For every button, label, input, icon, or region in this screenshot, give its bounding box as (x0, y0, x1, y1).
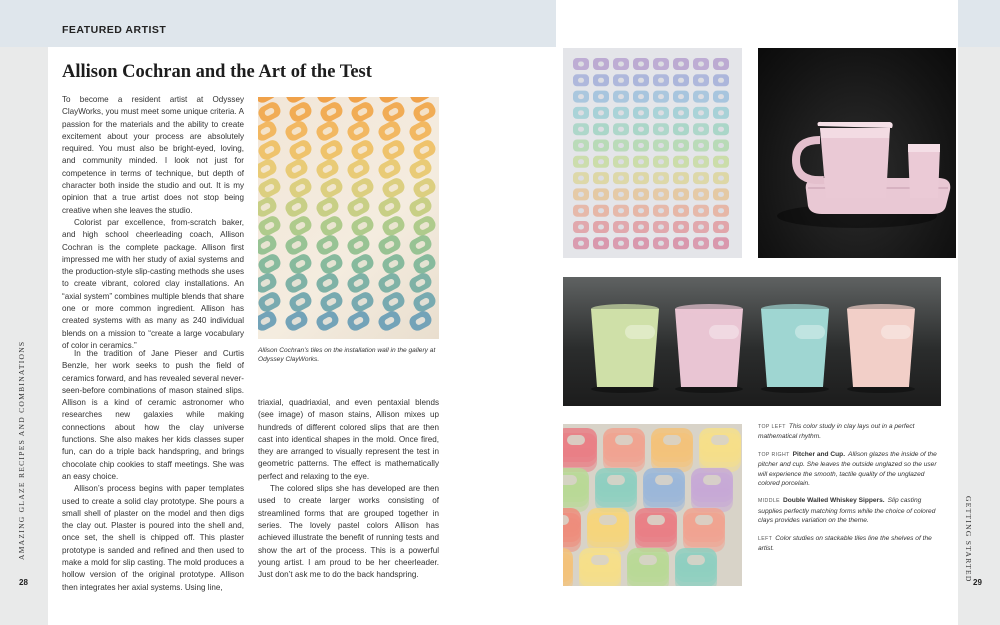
grid-tile-hole (578, 176, 584, 181)
grid-tile-hole (658, 159, 664, 164)
paragraph: To become a resident artist at Odyssey ClayWorks, you must meet some unique criteria. A passion for the materials and the ability to create excitement about your process are absolutely required. You must also be bright-eyed, loving, and community minded. I look not just for competence in terms of technique, but depth of character both inside the studio and out. It is my opinion that a true artist does not stop being creative when she leaves the studio. (62, 95, 244, 215)
tile (258, 138, 283, 162)
tile (318, 138, 345, 162)
tile (345, 233, 372, 257)
grid-tile-hole (638, 241, 644, 246)
tile (349, 176, 376, 200)
tile (258, 271, 279, 295)
caption-title: Double Walled Whiskey Sippers. (783, 497, 885, 505)
grid-tile-hole (618, 78, 624, 83)
grid-tile-hole (698, 127, 704, 132)
tile (376, 271, 403, 295)
color-study-grid-photo (563, 48, 742, 258)
grid-tile-hole (678, 225, 684, 230)
tile (380, 100, 407, 124)
body-column-1-top (62, 94, 244, 352)
sipper-cup (847, 304, 915, 393)
grid-tile-hole (718, 110, 724, 115)
tile (349, 290, 376, 314)
tile (380, 252, 407, 276)
tile (258, 233, 279, 257)
pitcher-and-cup-photo (758, 48, 956, 258)
grid-tile-hole (638, 225, 644, 230)
grid-tile-hole (618, 94, 624, 99)
grid-tile-hole (658, 241, 664, 246)
grid-tile-hole (578, 62, 584, 67)
grid-tile-hole (718, 192, 724, 197)
article-title: Allison Cochran and the Art of the Test (62, 62, 372, 82)
tile-stack (579, 548, 621, 586)
caption-left (758, 534, 944, 554)
grid-tile-hole (598, 94, 604, 99)
grid-tile-hole (678, 78, 684, 83)
tile (287, 290, 314, 314)
tile (287, 138, 314, 162)
grid-tile-hole (718, 176, 724, 181)
tile (318, 176, 345, 200)
grid-tile-hole (598, 225, 604, 230)
tile (258, 309, 279, 333)
right-page-top (556, 0, 958, 47)
grid-tile-hole (698, 176, 704, 181)
tile (283, 309, 310, 333)
grid-tile-hole (718, 127, 724, 132)
photo-captions (758, 422, 944, 561)
tile (349, 100, 376, 124)
grid-tile-hole (638, 62, 644, 67)
tile (349, 252, 376, 276)
grid-tile-hole (698, 143, 704, 148)
grid-tile-hole (578, 225, 584, 230)
tile (380, 176, 407, 200)
page-number-left: 28 (19, 578, 28, 587)
tile-stack (683, 508, 725, 552)
grid-tile-hole (638, 176, 644, 181)
grid-tile-hole (678, 208, 684, 213)
tile (287, 214, 314, 238)
tile (258, 100, 283, 124)
tile (407, 157, 434, 181)
grid-tile-hole (578, 110, 584, 115)
tile (258, 176, 283, 200)
tile (314, 119, 341, 143)
grid-tile-hole (658, 110, 664, 115)
grid-tile-hole (578, 192, 584, 197)
tiles-installation-photo (258, 97, 439, 339)
caption-middle (758, 496, 944, 525)
grid-tile-hole (638, 208, 644, 213)
tile (314, 233, 341, 257)
tile (345, 195, 372, 219)
left-running-title: AMAZING GLAZE RECIPES AND COMBINATIONS (17, 340, 26, 560)
tile (380, 214, 407, 238)
tile (380, 290, 407, 314)
grid-tile-hole (638, 159, 644, 164)
tile (314, 195, 341, 219)
grid-tile-hole (618, 143, 624, 148)
tile-stack (563, 508, 581, 552)
body-column-2 (258, 397, 439, 581)
grid-tile-hole (598, 208, 604, 213)
tile (349, 214, 376, 238)
grid-tile-hole (698, 225, 704, 230)
grid-tile-hole (638, 143, 644, 148)
grid-tile-hole (698, 94, 704, 99)
tile-stack (651, 428, 693, 472)
tile (258, 119, 279, 143)
caption-position: TOP RIGHT (758, 451, 790, 458)
tile (258, 252, 283, 276)
sipper-cup (675, 304, 743, 393)
grid-tile-hole (718, 159, 724, 164)
grid-tile-hole (678, 159, 684, 164)
grid-tile-hole (698, 78, 704, 83)
grid-tile-hole (658, 143, 664, 148)
grid-tile-hole (578, 143, 584, 148)
grid-tile-hole (578, 127, 584, 132)
grid-tile-hole (618, 176, 624, 181)
grid-tile-hole (698, 159, 704, 164)
grid-tile-hole (698, 208, 704, 213)
grid-tile-hole (578, 94, 584, 99)
tile (407, 233, 434, 257)
grid-tile-hole (658, 208, 664, 213)
section-label: FEATURED ARTIST (62, 24, 167, 36)
tile (376, 157, 403, 181)
grid-tile-hole (718, 241, 724, 246)
grid-tile-hole (618, 225, 624, 230)
tile-stack (643, 468, 685, 512)
tile-stack (587, 508, 629, 552)
grid-tile-hole (638, 192, 644, 197)
grid-tile-hole (678, 94, 684, 99)
tile (314, 309, 341, 333)
stacked-tiles-photo (563, 424, 742, 586)
grid-tile-hole (658, 127, 664, 132)
page-number-right: 29 (973, 578, 982, 587)
grid-tile-hole (678, 62, 684, 67)
grid-tile-hole (618, 62, 624, 67)
grid-tile-hole (718, 208, 724, 213)
grid-tile-hole (698, 62, 704, 67)
grid-tile-hole (658, 94, 664, 99)
tile-stack (603, 428, 645, 472)
tile (258, 290, 283, 314)
tile (283, 233, 310, 257)
tile (345, 309, 372, 333)
grid-tile-hole (658, 176, 664, 181)
tile (318, 100, 345, 124)
caption-title: Pitcher and Cup. (792, 450, 846, 458)
paragraph: triaxial, quadriaxial, and even pentaxial blends (see image) of mason stains, Allison mixes up hundreds of different colored slips that are then cast into identical shapes in the mold. Once fired, they are arranged to visually represent the test in geometric patterns. The effect is mathematically perfect and relaxing to the eye. (258, 398, 439, 481)
grid-tile-hole (658, 225, 664, 230)
caption-text: Color studies on stackable tiles line the shelves of the artist. (758, 534, 932, 553)
grid-tile-hole (638, 110, 644, 115)
tile (411, 252, 438, 276)
grid-tile-hole (598, 110, 604, 115)
tile (283, 271, 310, 295)
tile (283, 195, 310, 219)
grid-tile-hole (678, 192, 684, 197)
tile (283, 119, 310, 143)
grid-tile-hole (638, 127, 644, 132)
grid-tile-hole (618, 110, 624, 115)
tile-stack (563, 428, 597, 472)
tile (407, 271, 434, 295)
tile-stack (563, 548, 573, 586)
grid-tile-hole (658, 62, 664, 67)
grid-tile-hole (698, 110, 704, 115)
tile (345, 119, 372, 143)
tile (314, 157, 341, 181)
grid-tile-hole (598, 159, 604, 164)
grid-tile-hole (718, 225, 724, 230)
tile-stack (691, 468, 733, 512)
tile (287, 100, 314, 124)
grid-tile-hole (598, 78, 604, 83)
caption-text: Slip casting supplies perfectly matching forms while the choice of colored clays provides variation on the theme. (758, 497, 936, 525)
caption-position: MIDDLE (758, 498, 780, 505)
grid-tile-hole (598, 241, 604, 246)
grid-tile-hole (618, 208, 624, 213)
grid-tile-hole (698, 241, 704, 246)
sipper-cup (761, 304, 829, 393)
tile (411, 100, 438, 124)
tile (376, 119, 403, 143)
tile (258, 195, 279, 219)
paragraph: Colorist par excellence, from-scratch baker, and high school cheerleading coach, Allison Cochran is the complete package. Allison first impressed me with her study of axial systems and the production-style slip-casting methods she uses to create vibrant, colored clay installations. An “axial system” combines multiple blends that share one or more common ingredient. Allison has created systems with as many as 240 individual blends on a mission to “create a large vocabulary of color in ceramics.” (62, 217, 244, 350)
grid-tile-hole (678, 143, 684, 148)
tile (287, 176, 314, 200)
tile-stack (595, 468, 637, 512)
grid-tile-hole (618, 192, 624, 197)
tile (411, 138, 438, 162)
tile (376, 309, 403, 333)
whiskey-sippers-photo (563, 277, 941, 406)
grid-tile-hole (578, 78, 584, 83)
sipper-cup (591, 304, 659, 393)
tile (318, 252, 345, 276)
grid-tile-hole (598, 192, 604, 197)
tile (318, 214, 345, 238)
caption-text: This color study in clay lays out in a perfect mathematical rhythm. (758, 423, 915, 441)
caption-position: LEFT (758, 535, 773, 542)
caption-position: TOP LEFT (758, 424, 786, 430)
grid-tile-hole (578, 159, 584, 164)
grid-tile-hole (678, 241, 684, 246)
grid-tile-hole (618, 127, 624, 132)
tile (411, 176, 438, 200)
grid-tile-hole (678, 110, 684, 115)
tile (287, 252, 314, 276)
grid-tile-hole (678, 127, 684, 132)
paragraph: In the tradition of Jane Pieser and Curtis Benzle, her work seeks to push the field of ceramics forward, and has revealed several never-seen-before combinations of mason stained slips. Allison is a kind of ceramic astronomer who researches new galaxies while making connections about how the clay universe functions. She also makes her kids classes super fun, can do a triple back handspring, and brings chocolate chip cookies to staff meetings. She was an easy choice. (62, 349, 244, 481)
tile (283, 157, 310, 181)
tile (411, 290, 438, 314)
tile (411, 214, 438, 238)
tile-stack (563, 468, 589, 512)
grid-tile-hole (638, 94, 644, 99)
main-photo-caption: Allison Cochran’s tiles on the installation wall in the gallery at Odyssey ClayWorks. (258, 347, 436, 364)
tile (345, 157, 372, 181)
grid-tile-hole (618, 241, 624, 246)
caption-top-left (758, 422, 944, 442)
grid-tile-hole (698, 192, 704, 197)
grid-tile-hole (578, 241, 584, 246)
tile-stack (627, 548, 669, 586)
grid-tile-hole (718, 78, 724, 83)
grid-tile-hole (658, 192, 664, 197)
grid-tile-hole (718, 62, 724, 67)
body-column-1-bottom (62, 348, 244, 594)
grid-tile-hole (578, 208, 584, 213)
tile (258, 157, 279, 181)
paragraph: The colored slips she has developed are then used to create larger works consisting of streamlined forms that are grouped together in series. The lovely pastel colors Allison has achieved illustrate the benefit of running tests and show the art of the process. This is a powerful young artist. I am proud to be her cheerleader. Just don’t ask me to do the back handspring. (258, 484, 439, 580)
tile (314, 271, 341, 295)
caption-top-right (758, 450, 944, 489)
tile (376, 195, 403, 219)
tile-stack (675, 548, 717, 586)
grid-tile-hole (598, 62, 604, 67)
tile (318, 290, 345, 314)
grid-tile-hole (598, 143, 604, 148)
tile (407, 309, 434, 333)
tile-stack (635, 508, 677, 552)
caption-text: Allison glazes the inside of the pitcher and cup. She leaves the outside unglazed so the user will experience the smooth, tactile quality of the unglazed colored porcelain. (758, 450, 937, 488)
grid-tile-hole (718, 143, 724, 148)
tile (407, 195, 434, 219)
tile (345, 271, 372, 295)
right-running-title: GETTING STARTED (964, 496, 973, 583)
grid-tile-hole (598, 176, 604, 181)
tile (376, 233, 403, 257)
grid-tile-hole (598, 127, 604, 132)
grid-tile-hole (638, 78, 644, 83)
grid-tile-hole (718, 94, 724, 99)
tile (407, 119, 434, 143)
grid-tile-hole (658, 78, 664, 83)
grid-tile-hole (618, 159, 624, 164)
paragraph: Allison’s process begins with paper templates used to create a solid clay prototype. She pours a small shell of plaster on the model and then digs the clay out. Plaster is poured into the shell and, once set, the shell is chipped off. This plaster prototype is sanded and refined and then used to make a mold for slip casting. The mold produces a hollow version of the original prototype. Allison then integrates her axial systems. Using line, (62, 484, 244, 592)
tile (258, 214, 283, 238)
tile-stack (699, 428, 741, 472)
grid-tile-hole (678, 176, 684, 181)
tile (349, 138, 376, 162)
tile (380, 138, 407, 162)
